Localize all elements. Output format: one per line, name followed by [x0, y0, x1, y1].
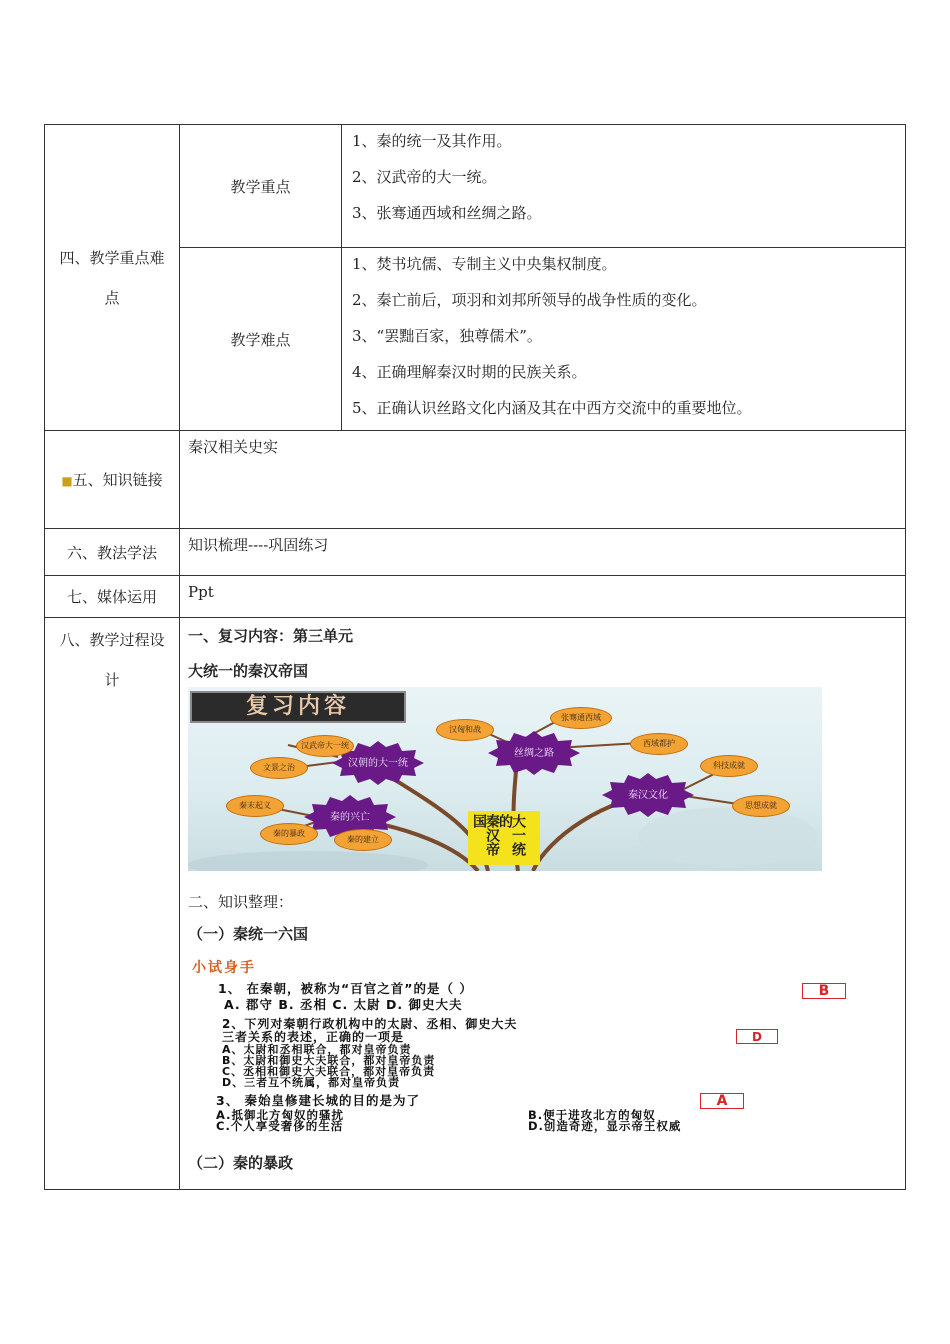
- method-cell: [180, 529, 906, 576]
- quiz-q2-line2: 三者关系的表述，正确的一项是: [222, 1030, 405, 1044]
- focus-list-cell: [342, 125, 906, 248]
- difficulty-item: 5、正确认识丝路文化内涵及其在中西方交流中的重要地位。: [352, 399, 752, 417]
- hub-silk-road: [488, 731, 580, 775]
- difficulty-item: 4、正确理解秦汉时期的民族关系。: [352, 363, 587, 381]
- method-text: 知识梳理----巩固练习: [188, 536, 329, 554]
- difficulty-label-cell: [180, 248, 342, 431]
- hub-label: 秦的兴亡: [330, 811, 370, 823]
- bullet-marker: ■: [61, 474, 73, 488]
- difficulty-list-cell: [342, 248, 906, 431]
- row-label-knowledge-link: [45, 431, 180, 529]
- quiz-q3-option: D.创造奇迹，显示帝王权威: [528, 1119, 682, 1133]
- knowledge-link-label: 五、知识链接: [72, 471, 163, 489]
- hub-label: 秦汉文化: [628, 789, 668, 801]
- process-label: 八、教学过程设计: [59, 631, 165, 689]
- leaf-node: 汉匈和战: [436, 719, 494, 741]
- unit-title: 大统一的秦汉帝国: [188, 662, 309, 680]
- answer-box-q3: A: [700, 1093, 744, 1109]
- lesson-plan-table: [44, 124, 906, 1190]
- leaf-node: 西域都护: [630, 733, 688, 755]
- quiz-q3-option: B.便于进攻北方的匈奴: [528, 1108, 656, 1122]
- quiz-q2-option: A、太尉和丞相联合，都对皇帝负责: [222, 1043, 412, 1056]
- quiz-title: 小试身手: [192, 960, 256, 976]
- leaf-node: 文景之治: [250, 757, 308, 779]
- leaf-node: 秦末起义: [226, 795, 284, 817]
- difficulty-item: 1、焚书坑儒、专制主义中央集权制度。: [352, 255, 617, 273]
- hub-label: 汉朝的大一统: [348, 757, 408, 769]
- row-label-method: [45, 529, 180, 576]
- quiz-q2-option: C、丞相和御史大夫联合，都对皇帝负责: [222, 1065, 436, 1078]
- row-label-media: [45, 576, 180, 618]
- quiz-q1: 1、 在秦朝，被称为“百官之首”的是（ ）: [218, 981, 473, 996]
- difficulty-label: 教学难点: [230, 330, 291, 349]
- method-label: 六、教法学法: [66, 543, 157, 562]
- quiz-q2-line1: 2、下列对秦朝行政机构中的太尉、丞相、御史大夫: [222, 1017, 518, 1031]
- mindmap-image: [188, 687, 822, 871]
- hub-culture: [602, 773, 694, 817]
- key-points-label: 四、教学重点难点: [59, 248, 165, 307]
- focus-item: 2、汉武帝的大一统。: [352, 168, 497, 186]
- row-label-key-points: [45, 125, 180, 431]
- center-label: 秦汉帝国: [471, 814, 500, 856]
- focus-label-cell: [180, 125, 342, 248]
- media-cell: [180, 576, 906, 618]
- center-label: 大一统的: [497, 814, 526, 856]
- review-heading: 一、复习内容：第三单元: [188, 627, 354, 645]
- media-label: 七、媒体运用: [66, 588, 157, 606]
- leaf-node: 科技成就: [700, 755, 758, 777]
- quiz-q3: 3、 秦始皇修建长城的目的是为了: [216, 1093, 421, 1108]
- mindmap-center: [468, 811, 540, 865]
- quiz-q1-options: A. 郡守 B. 丞相 C. 太尉 D. 御史大夫: [224, 997, 463, 1012]
- focus-label: 教学重点: [230, 177, 291, 196]
- leaf-node: 秦的暴政: [260, 823, 318, 845]
- knowledge-link-text: 秦汉相关史实: [188, 438, 279, 456]
- quiz-q2-option: B、太尉和御史大夫联合，都对皇帝负责: [222, 1054, 436, 1067]
- subsection-qin-tyranny: （二）秦的暴政: [188, 1154, 294, 1172]
- process-cell: [180, 618, 906, 1190]
- leaf-node: 汉武帝大一统: [296, 735, 354, 757]
- focus-item: 3、张骞通西域和丝绸之路。: [352, 204, 542, 222]
- focus-item: 1、秦的统一及其作用。: [352, 132, 512, 150]
- quiz-q3-option: C.个人享受奢侈的生活: [216, 1119, 344, 1133]
- quiz-q2-option: D、三者互不统属，都对皇帝负责: [222, 1076, 401, 1089]
- difficulty-item: 3、“罢黜百家，独尊儒术”。: [352, 327, 542, 345]
- answer-box-q2: D: [736, 1029, 778, 1044]
- leaf-node: 思想成就: [732, 795, 790, 817]
- hub-label: 丝绸之路: [514, 747, 554, 759]
- subsection-qin-unification: （一）秦统一六国: [188, 925, 309, 943]
- answer-box-q1: B: [802, 983, 846, 999]
- quiz-q3-option: A.抵御北方匈奴的骚扰: [216, 1108, 344, 1122]
- leaf-node: 秦的建立: [334, 829, 392, 851]
- section-knowledge: 二、知识整理：: [188, 893, 294, 911]
- mindmap-banner: 复习内容: [190, 691, 406, 723]
- quiz-image: [188, 955, 848, 1131]
- leaf-node: 张骞通西域: [550, 707, 612, 729]
- difficulty-item: 2、秦亡前后，项羽和刘邦所领导的战争性质的变化。: [352, 291, 707, 309]
- knowledge-link-cell: [180, 431, 906, 529]
- row-label-process: [45, 618, 180, 1190]
- media-text: Ppt: [188, 583, 214, 601]
